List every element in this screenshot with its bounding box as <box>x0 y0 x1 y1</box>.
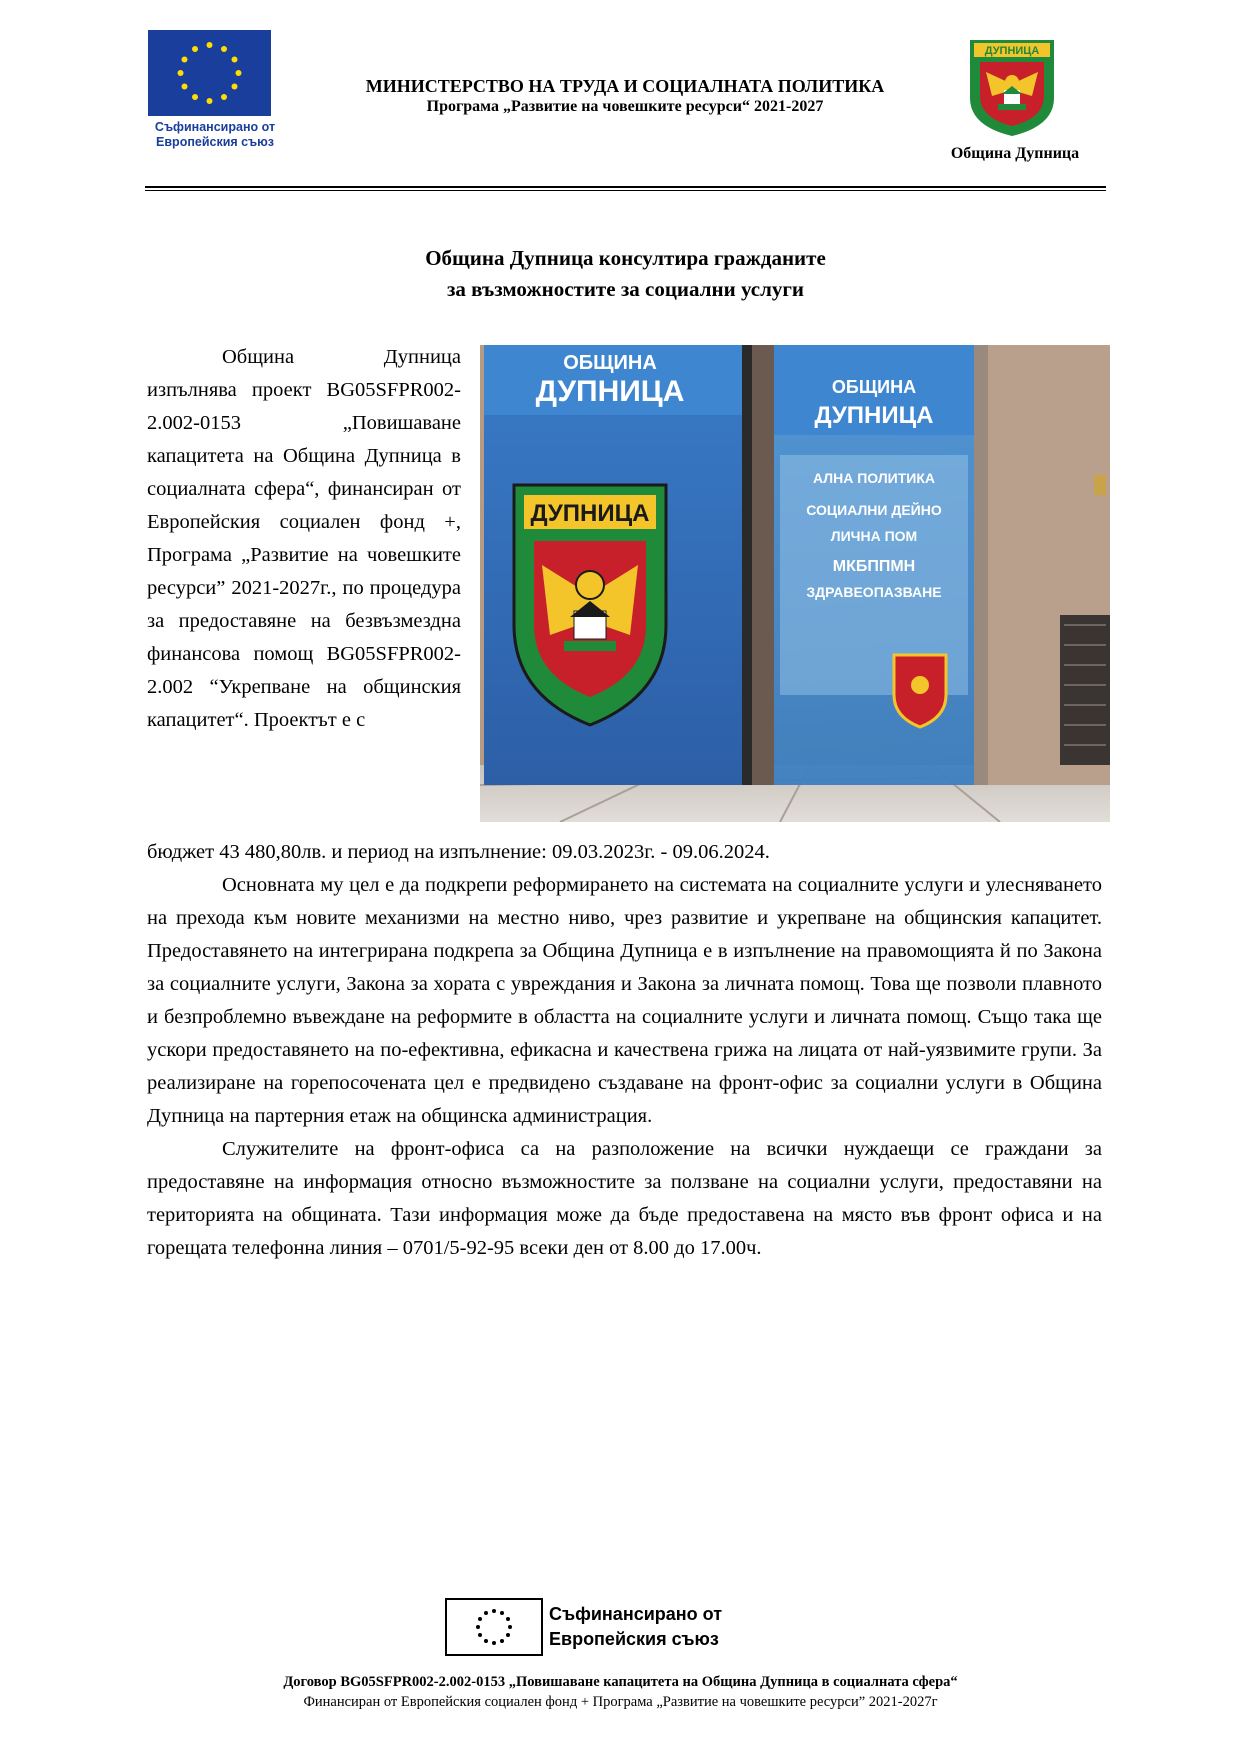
eu-logo-line2: Европейския съюз <box>156 135 274 149</box>
eu-logo-text <box>140 120 290 150</box>
municipality-name: Община Дупница <box>950 145 1080 162</box>
eu-logo-line1: Съфинансирано от <box>154 120 276 134</box>
front-office-paragraph: Служителите на фронт-офиса са на разположение на всички нуждаещи се граждани за предоставяне на информация относно възможностите за ползване на социални услуги, предоставяни на територията на общината. Тази информация може да бъде предоставена на място във фронт офиса и на горещата телефонна линия – 0701/5-92-95 всеки ден от 8.00 до 17.00ч. <box>147 1138 1102 1259</box>
article-title-line1: Община Дупница консултира гражданите <box>425 246 826 270</box>
sign-right-line1: ОБЩИНА <box>831 377 917 397</box>
ministry-title: МИНИСТЕРСТВО НА ТРУДА И СОЦИАЛНАТА ПОЛИТИКА <box>365 76 885 96</box>
footer-funding: Финансиран от Европейския социален фонд + Програма „Развитие на човешките ресурси” 2021-2027г <box>303 1694 938 1710</box>
footer-eu-logo <box>445 1598 755 1656</box>
emblem-icon <box>514 485 666 725</box>
sign-right-line2: ДУПНИЦА <box>814 402 934 429</box>
article-title <box>145 243 1106 305</box>
intro-paragraph <box>147 341 461 737</box>
header-divider-thin <box>145 190 1106 191</box>
glass-line2: СОЦИАЛНИ ДЕЙНО <box>806 502 942 518</box>
glass-line1: АЛНА ПОЛИТИКА <box>813 470 935 486</box>
emblem-label: ДУПНИЦА <box>530 500 650 527</box>
eu-flag-icon <box>148 30 271 116</box>
footer-eu-text <box>549 1602 759 1652</box>
municipality-crest-icon <box>968 38 1056 138</box>
glass-line5: ЗДРАВЕОПАЗВАНЕ <box>806 584 942 600</box>
glass-line4: МКБППМН <box>832 558 916 575</box>
footer-eu-line1: Съфинансирано от <box>549 1604 723 1624</box>
footer-eu-line2: Европейския съюз <box>549 1629 719 1649</box>
footer-contract-number: Договор BG05SFPR002-2.002-0153 „Повишаване капацитета на Община Дупница в социалната сфера“ <box>283 1674 958 1690</box>
front-office-photo <box>480 345 1110 822</box>
programme-title: Програма „Развитие на човешките ресурси“ 2021-2027 <box>426 98 824 115</box>
sign-left-line1: ОБЩИНА <box>563 352 657 374</box>
glass-line3: ЛИЧНА ПОМ <box>830 528 918 544</box>
small-emblem-icon <box>894 655 946 727</box>
footer-eu-flag-icon <box>445 1598 543 1656</box>
footer-contract <box>100 1672 1141 1712</box>
article-title-line2: за възможностите за социални услуги <box>446 277 805 301</box>
ministry-header <box>300 75 950 117</box>
objective-paragraph: Основната му цел е да подкрепи реформирането на системата на социалните услуги и улесняването на прехода към новите механизми на местно ниво, чрез развитие и укрепване на общинския капацитет. Предоставянето на интегрирана подкрепа за Община Дупница е в изпълнение на правомощията й по Закона за социалните услуги, Закона за хората с увреждания и Закона за личната помощ. Това ще позволи плавното и безпроблемно въвеждане на реформите в областта на социалните услуги и личната помощ. Също така ще ускори предоставянето на по-ефективна, ефикасна и качествена грижа на лицата от най-уязвимите групи. За реализиране на горепосочената цел е предвидено създаване на фронт-офис за социални услуги в Община Дупница на партерния етаж на общинска администрация. <box>147 874 1102 1127</box>
crest-label: ДУПНИЦА <box>984 45 1040 57</box>
article-body <box>147 836 1102 1265</box>
sign-left-line2: ДУПНИЦА <box>535 375 685 408</box>
intro-paragraph-tail: бюджет 43 480,80лв. и период на изпълнение: 09.03.2023г. - 09.06.2024. <box>147 841 770 863</box>
intro-paragraph-text: Община Дупница изпълнява проект BG05SFPR002-2.002-0153 „Повишаване капацитета на Община Дупница в социалната сфера“, финансиран от Европейския социален фонд +, Програма „Развитие на човешките ресурси” 2021-2027г., по процедура за предоставяне на безвъзмездна финансова помощ BG05SFPR002-2.002 “Укрепване на общинския капацитет“. Проектът е с <box>147 346 461 731</box>
eu-cofunded-logo <box>140 30 290 160</box>
header-divider <box>145 186 1106 188</box>
